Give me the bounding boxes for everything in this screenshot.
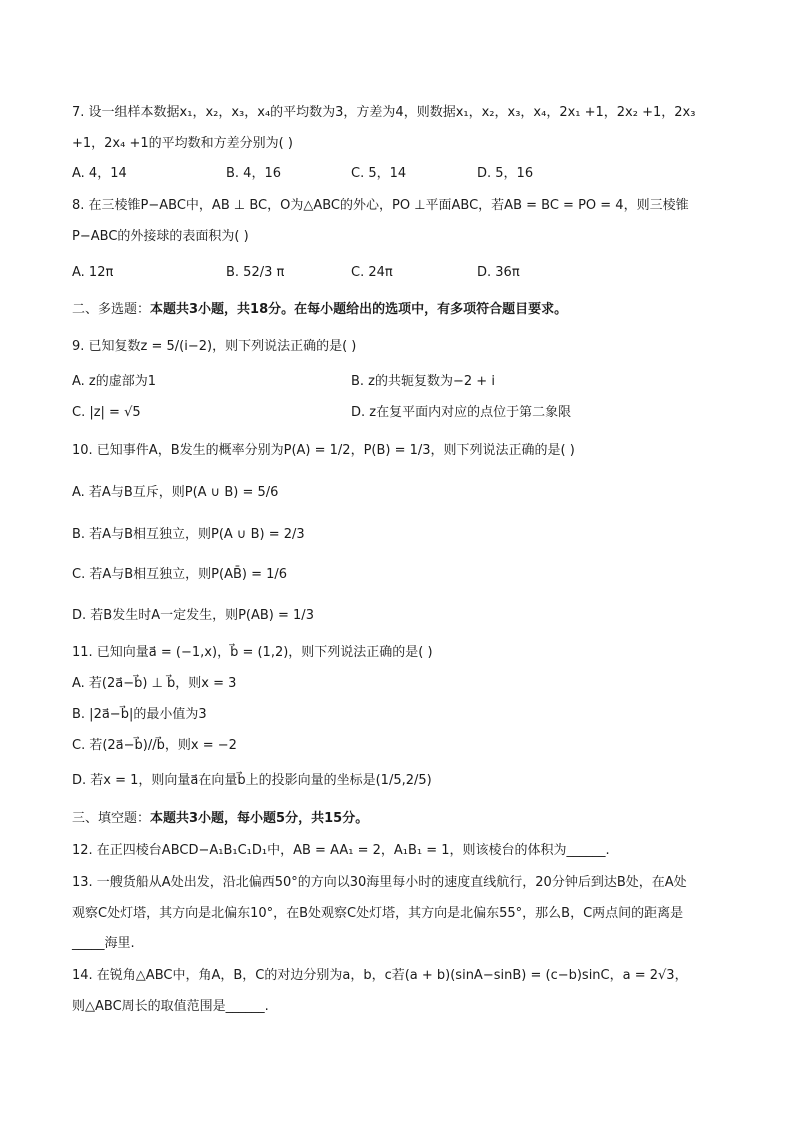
q9-option-b: B. z的共轭复数为−2 + i: [351, 374, 495, 389]
q11-option-d: D. 若x = 1，则向量a⃗在向量b⃗上的投影向量的坐标是(1/5,2/5): [72, 773, 432, 788]
q10-option-a: A. 若A与B互斥，则P(A ∪ B) = 5/6: [72, 485, 279, 500]
section3-bold: 本题共3小题，每小题5分，共15分。: [150, 811, 369, 826]
q13-stem-line2: 观察C处灯塔，其方向是北偏东10°，在B处观察C处灯塔，其方向是北偏东55°，那么B，C两点间的距离是: [72, 906, 684, 921]
q10-option-c: C. 若A与B相互独立，则P(AB̄) = 1/6: [72, 567, 288, 582]
q14-stem-line1: 14. 在锐角△ABC中，角A，B，C的对边分别为a，b，c若(a + b)(sinA−sinB) = (c−b)sinC，a = 2√3，: [72, 968, 688, 983]
q14-stem-line2: 则△ABC周长的取值范围是______.: [72, 999, 269, 1014]
q9-option-a: A. z的虚部为1: [72, 374, 157, 389]
q7-stem-line1: 7. 设一组样本数据x₁，x₂，x₃，x₄的平均数为3，方差为4，则数据x₁，x₂，x₃，x₄，2x₁ +1，2x₂ +1，2x₃: [72, 105, 696, 120]
q9-option-c: C. |z| = √5: [72, 405, 141, 420]
q10-option-b: B. 若A与B相互独立，则P(A ∪ B) = 2/3: [72, 527, 305, 542]
q7-option-b: B. 4，16: [226, 166, 281, 181]
q10-option-d: D. 若B发生时A一定发生，则P(AB) = 1/3: [72, 608, 314, 623]
q11-stem: 11. 已知向量a⃗ = (−1,x)，b⃗ = (1,2)，则下列说法正确的是( ): [72, 645, 433, 660]
q7-option-d: D. 5，16: [477, 166, 534, 181]
q11-option-a: A. 若(2a⃗−b⃗) ⊥ b⃗，则x = 3: [72, 676, 237, 691]
section3-label: 三、填空题：: [72, 811, 151, 826]
q10-stem: 10. 已知事件A，B发生的概率分别为P(A) = 1/2，P(B) = 1/3，则下列说法正确的是( ): [72, 443, 575, 458]
q11-option-c: C. 若(2a⃗−b⃗)//b⃗，则x = −2: [72, 738, 237, 753]
q12-stem: 12. 在正四棱台ABCD−A₁B₁C₁D₁中，AB = AA₁ = 2，A₁B₁ = 1，则该棱台的体积为______.: [72, 843, 610, 858]
q8-option-b: B. 52/3 π: [226, 265, 285, 280]
q8-option-c: C. 24π: [351, 265, 393, 280]
q8-stem-line2: P−ABC的外接球的表面积为( ): [72, 229, 249, 244]
q9-stem: 9. 已知复数z = 5/(i−2)，则下列说法正确的是( ): [72, 339, 357, 354]
q7-option-a: A. 4，14: [72, 166, 127, 181]
section-multiple-choice-heading: [72, 301, 567, 319]
section2-rest: 在每小题给出的选项中，有多项符合题目要求。: [294, 302, 568, 317]
q7-option-c: C. 5，14: [351, 166, 407, 181]
q11-option-b: B. |2a⃗−b⃗|的最小值为3: [72, 707, 207, 722]
q13-stem-line3: _____海里.: [72, 936, 135, 951]
q13-stem-line1: 13. 一艘货船从A处出发，沿北偏西50°的方向以30海里每小时的速度直线航行，20分钟后到达B处，在A处: [72, 875, 687, 890]
q8-stem-line1: 8. 在三棱锥P−ABC中，AB ⊥ BC，O为△ABC的外心，PO ⊥平面ABC，若AB = BC = PO = 4，则三棱锥: [72, 198, 689, 213]
section2-bold: 本题共3小题，共18分。: [150, 302, 295, 317]
section-fill-in-heading: [72, 810, 368, 828]
q8-option-d: D. 36π: [477, 265, 520, 280]
q9-option-d: D. z在复平面内对应的点位于第二象限: [351, 405, 572, 420]
section2-label: 二、多选题：: [72, 302, 151, 317]
q8-option-a: A. 12π: [72, 265, 114, 280]
q7-stem-line2: +1，2x₄ +1的平均数和方差分别为( ): [72, 136, 293, 151]
